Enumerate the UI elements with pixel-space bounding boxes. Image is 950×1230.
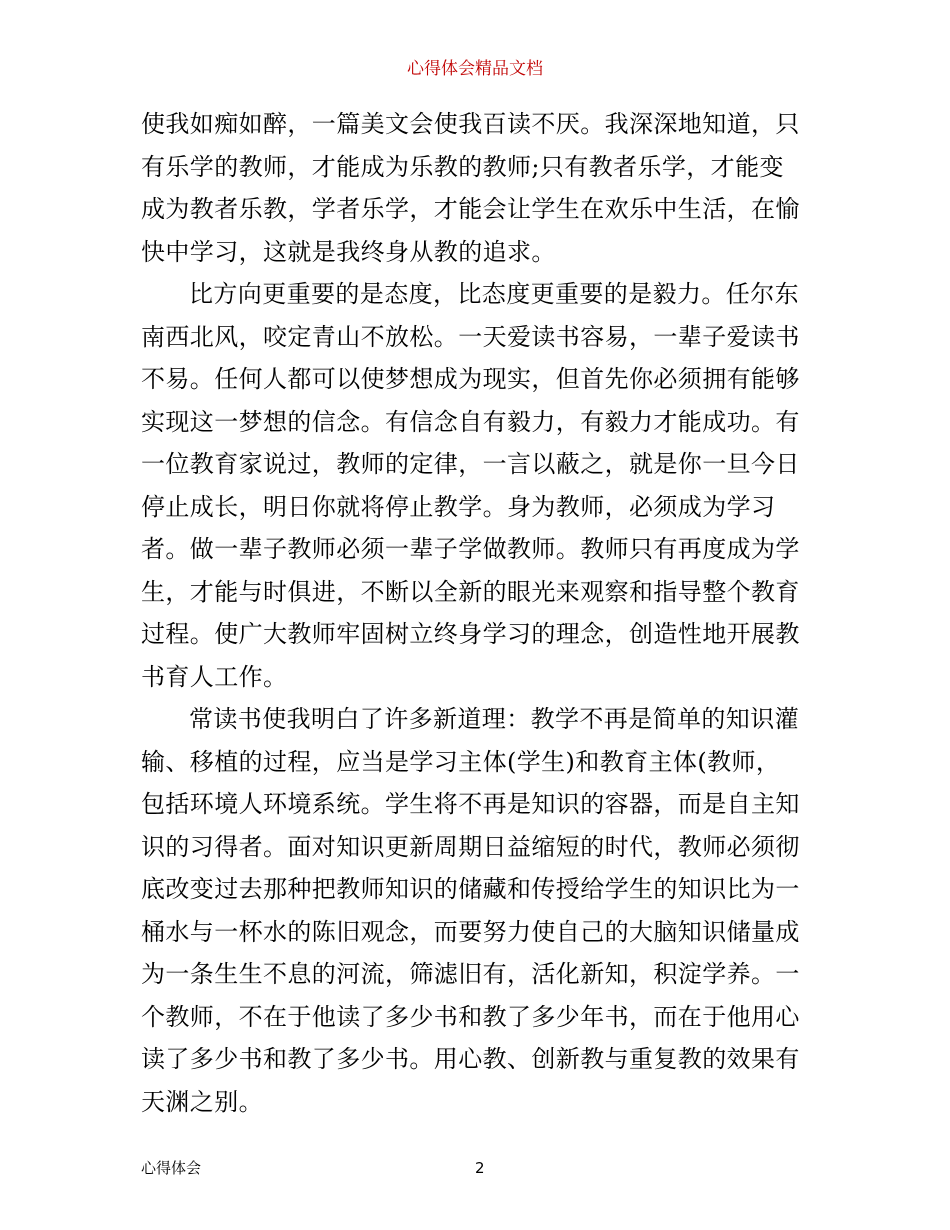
text-line: 书育人工作。: [141, 662, 288, 691]
footer-label: 心得体会: [141, 1159, 202, 1177]
page-number: 2: [475, 1159, 485, 1177]
text-line: 读了多少书和教了多少书。用心教、创新教与重复教的效果有: [141, 1045, 800, 1073]
text-line: 南西北风，咬定青山不放松。一天爱读书容易，一辈子爱读书: [141, 322, 800, 351]
paragraph-start-line: 比方向更重要的是态度，比态度更重要的是毅力。任尔东: [189, 280, 799, 308]
text-line: 有乐学的教师，才能成为乐教的教师;只有教者乐学，才能变: [141, 152, 784, 181]
text-line: 输、移植的过程，应当是学习主体(学生)和教育主体(教师，: [141, 747, 781, 776]
text-line: 快中学习，这就是我终身从教的追求。: [141, 237, 556, 266]
text-line: 生，才能与时俱进，不断以全新的眼光来观察和指导整个教育: [141, 577, 800, 606]
text-line: 为一条生生不息的河流，筛滤旧有，活化新知，积淀学养。一: [141, 960, 800, 988]
text-line: 停止成长，明日你就将停止教学。身为教师，必须成为学习: [141, 492, 776, 521]
document-body: [141, 103, 821, 1123]
text-line: 使我如痴如醉，一篇美文会使我百读不厌。我深深地知道，只: [141, 110, 800, 138]
text-line: 一位教育家说过，教师的定律，一言以蔽之，就是你一旦今日: [141, 450, 800, 478]
text-line: 实现这一梦想的信念。有信念自有毅力，有毅力才能成功。有: [141, 407, 800, 436]
text-line: 成为教者乐教，学者乐学，才能会让学生在欢乐中生活，在愉: [141, 195, 800, 223]
text-line: 桶水与一杯水的陈旧观念，而要努力使自己的大脑知识储量成: [141, 917, 800, 946]
text-line: 天渊之别。: [141, 1087, 263, 1116]
text-line: 底改变过去那种把教师知识的储藏和传授给学生的知识比为一: [141, 875, 800, 903]
paragraph-start-line: 常读书使我明白了许多新道理：教学不再是简单的知识灌: [189, 705, 799, 733]
page-footer: [141, 1158, 821, 1178]
page-header-title: 心得体会精品文档: [407, 59, 543, 79]
text-line: 过程。使广大教师牢固树立终身学习的理念，创造性地开展教: [141, 620, 800, 648]
text-line: 包括环境人环境系统。学生将不再是知识的容器，而是自主知: [141, 790, 800, 818]
text-line: 者。做一辈子教师必须一辈子学做教师。教师只有再度成为学: [141, 535, 800, 563]
text-line: 不易。任何人都可以使梦想成为现实，但首先你必须拥有能够: [141, 365, 800, 393]
text-line: 识的习得者。面对知识更新周期日益缩短的时代，教师必须彻: [141, 832, 800, 861]
text-line: 个教师，不在于他读了多少书和教了多少年书，而在于他用心: [141, 1002, 800, 1031]
